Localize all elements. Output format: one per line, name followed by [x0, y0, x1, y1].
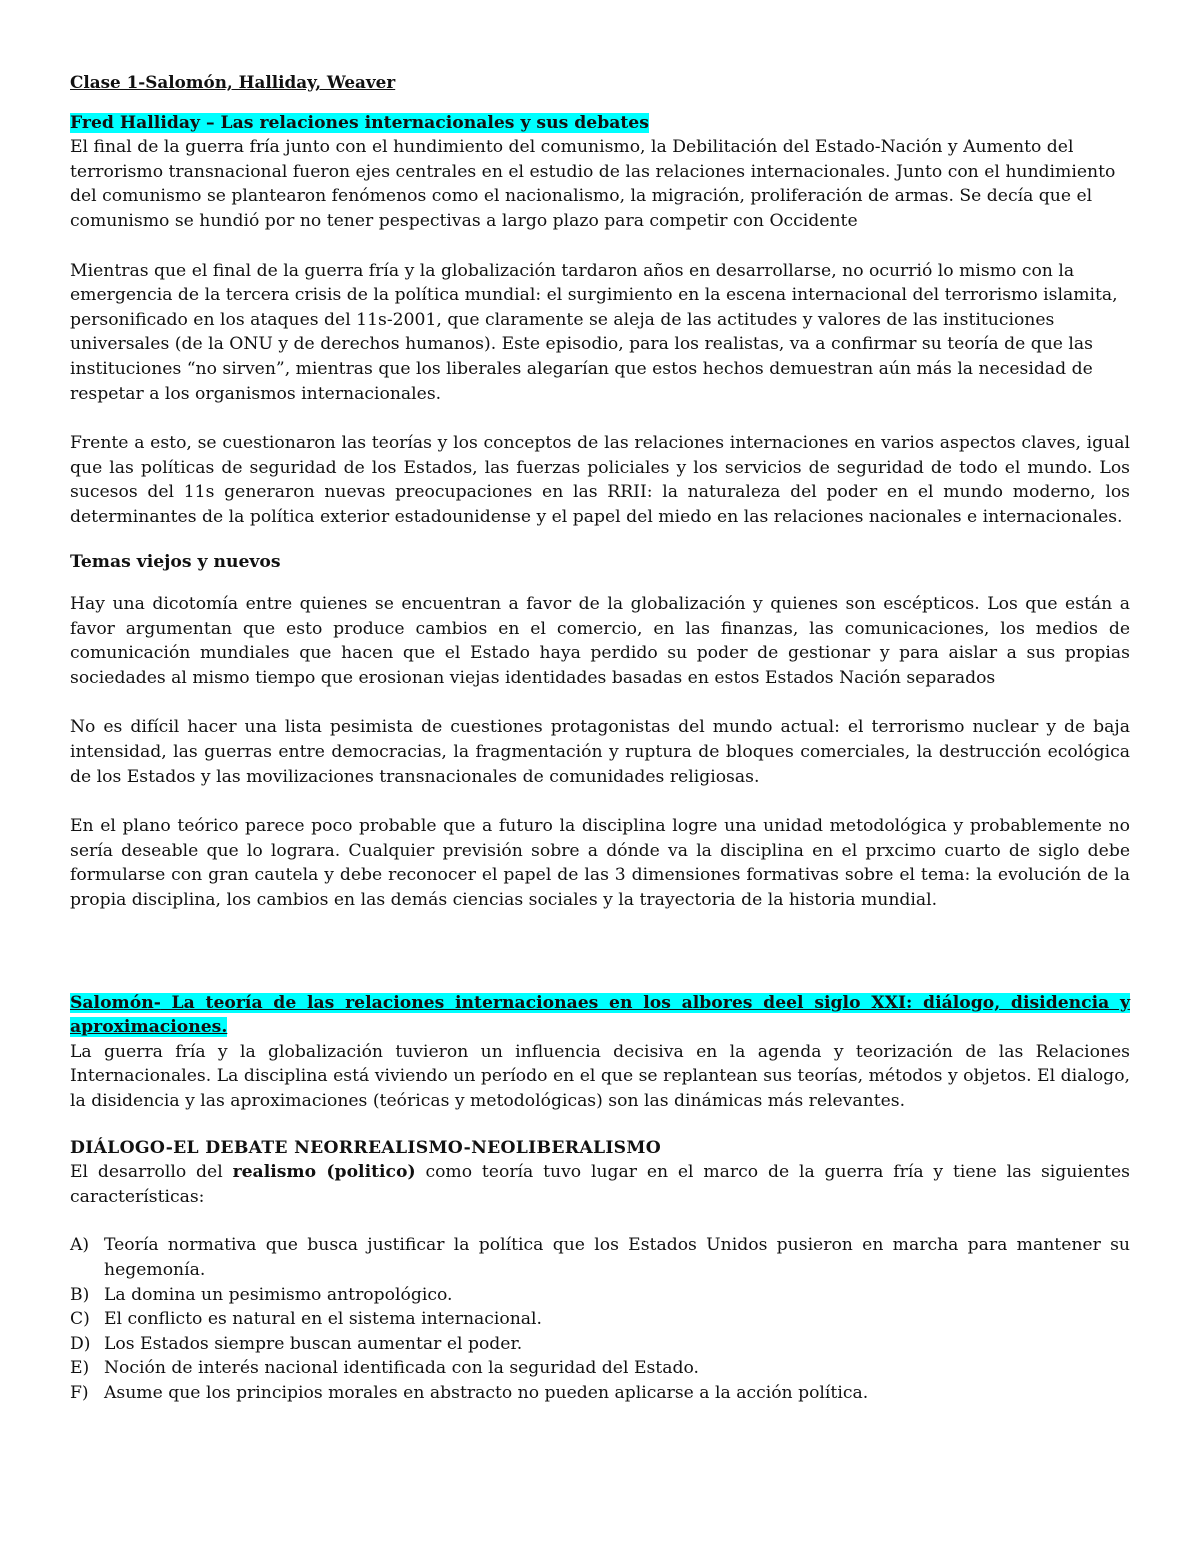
halliday-paragraph-4: Hay una dicotomía entre quienes se encuentran a favor de la globalización y quienes son escépticos. Los que están a favor argumentan que esto produce cambios en el comercio, en las finanzas, las comunicaciones, los medios de comunicación mundiales que hacen que el Estado haya perdido su poder de gestionar y para aislar a sus propias sociedades al mismo tiempo que erosionan viejas identidades basadas en estos Estados Nación separados: [70, 594, 1130, 688]
list-marker: F): [70, 1382, 89, 1403]
characteristics-list: [70, 1233, 1130, 1405]
salomon-heading: [70, 991, 1130, 1040]
p2-bold-term: realismo (politico): [232, 1162, 416, 1183]
salomon-heading-name: Salomón-: [70, 992, 161, 1013]
halliday-paragraph-5: No es difícil hacer una lista pesimista de cuestiones protagonistas del mundo actual: el terrorismo nuclear y de baja intensidad, las guerras entre democracias, la fragmentación y ruptura de bloques comerciales, la destrucción ecológica de los Estados y las movilizaciones transnacionales de comunidades religiosas.: [70, 717, 1130, 787]
p2-text-after: como teoría tuvo lugar en el marco de la guerra fría y tiene las siguientes características:: [70, 1162, 1130, 1207]
halliday-heading: [70, 111, 1130, 136]
section-spacer: [70, 913, 1130, 991]
halliday-paragraph-2: Mientras que el final de la guerra fría y la globalización tardaron años en desarrollarse, no ocurrió lo mismo con la emergencia de la tercera crisis de la política mundial: el surgimiento en la escena internacional del terrorismo islamita, personificado en los ataques del 11s-2001, que claramente se aleja de las actitudes y valores de las instituciones universales (de la ONU y de derechos humanos). Este episodio, para los realistas, va a confirmar su teoría de que las instituciones “no sirven”, mientras que los liberales alegarían que estos hechos demuestran aún más la necesidad de respetar a los organismos internacionales.: [70, 260, 1118, 404]
list-item: [70, 1381, 1130, 1406]
list-item: [70, 1283, 1130, 1308]
salomon-paragraph-1: La guerra fría y la globalización tuvieron un influencia decisiva en la agenda y teorización de las Relaciones Internacionales. La disciplina está viviendo un período en el que se replantean sus teorías, métodos y objetos. El dialogo, la disidencia y las aproximaciones (teóricas y metodológicas) son las dinámicas más relevantes.: [70, 1041, 1130, 1111]
list-item-text: Teoría normativa que busca justificar la política que los Estados Unidos pusieron en marcha para mantener su hegemonía.: [104, 1235, 1130, 1280]
list-item: [70, 1356, 1130, 1381]
list-item: [70, 1233, 1130, 1282]
list-marker: B): [70, 1284, 90, 1305]
list-item-text: Noción de interés nacional identificada con la seguridad del Estado.: [104, 1358, 699, 1379]
list-item: [70, 1307, 1130, 1332]
list-item-text: La domina un pesimismo antropológico.: [104, 1284, 453, 1305]
list-item: [70, 1332, 1130, 1357]
list-item-text: Los Estados siempre buscan aumentar el poder.: [104, 1333, 523, 1354]
halliday-subheading: Temas viejos y nuevos: [70, 551, 281, 572]
halliday-paragraph-6: En el plano teórico parece poco probable que a futuro la disciplina logre una unidad metodológica y probablemente no sería deseable que lo lograra. Cualquier previsión sobre a dónde va la disciplina en el prxcimo cuarto de siglo debe formularse con gran cautela y debe reconocer el papel de las 3 dimensiones formativas sobre el tema: la evolución de la propia disciplina, los cambios en las demás ciencias sociales y la trayectoria de la historia mundial.: [70, 816, 1130, 911]
document-title: Clase 1-Salomón, Halliday, Weaver: [70, 72, 396, 92]
halliday-heading-text: Fred Halliday – Las relaciones internacionales y sus debates: [70, 112, 649, 133]
list-marker: E): [70, 1358, 90, 1379]
salomon-heading-title: La teoría de las relaciones internacionaes en los albores deel siglo XXI: diálogo, disidencia y aproximaciones.: [70, 992, 1130, 1038]
halliday-paragraph-3: Frente a esto, se cuestionaron las teorías y los conceptos de las relaciones internaciones en varios aspectos claves, igual que las políticas de seguridad de los Estados, las fuerzas policiales y los servicios de seguridad de todo el mundo. Los sucesos del 11s generaron nuevas preocupaciones en las RRII: la naturaleza del poder en el mundo moderno, los determinantes de la política exterior estadounidense y el papel del miedo en las relaciones nacionales e internacionales.: [70, 433, 1130, 527]
section-heading-dialogo: DIÁLOGO-EL DEBATE NEORREALISMO-NEOLIBERALISMO: [70, 1137, 661, 1158]
salomon-paragraph-2: [70, 1160, 1130, 1209]
list-marker: D): [70, 1333, 91, 1354]
list-item-text: Asume que los principios morales en abstracto no pueden aplicarse a la acción política.: [104, 1382, 869, 1403]
p2-text-before: El desarrollo del: [70, 1162, 233, 1183]
list-marker: C): [70, 1309, 90, 1330]
list-item-text: El conflicto es natural en el sistema internacional.: [104, 1309, 543, 1330]
halliday-paragraph-1: El final de la guerra fría junto con el hundimiento del comunismo, la Debilitación del Estado-Nación y Aumento del terrorismo transnacional fueron ejes centrales en el estudio de las relaciones internacionales. Junto con el hundimiento del comunismo se plantearon fenómenos como el nacionalismo, la migración, proliferación de armas. Se decía que el comunismo se hundió por no tener pespectivas a largo plazo para competir con Occidente: [70, 137, 1116, 231]
list-marker: A): [70, 1235, 90, 1256]
